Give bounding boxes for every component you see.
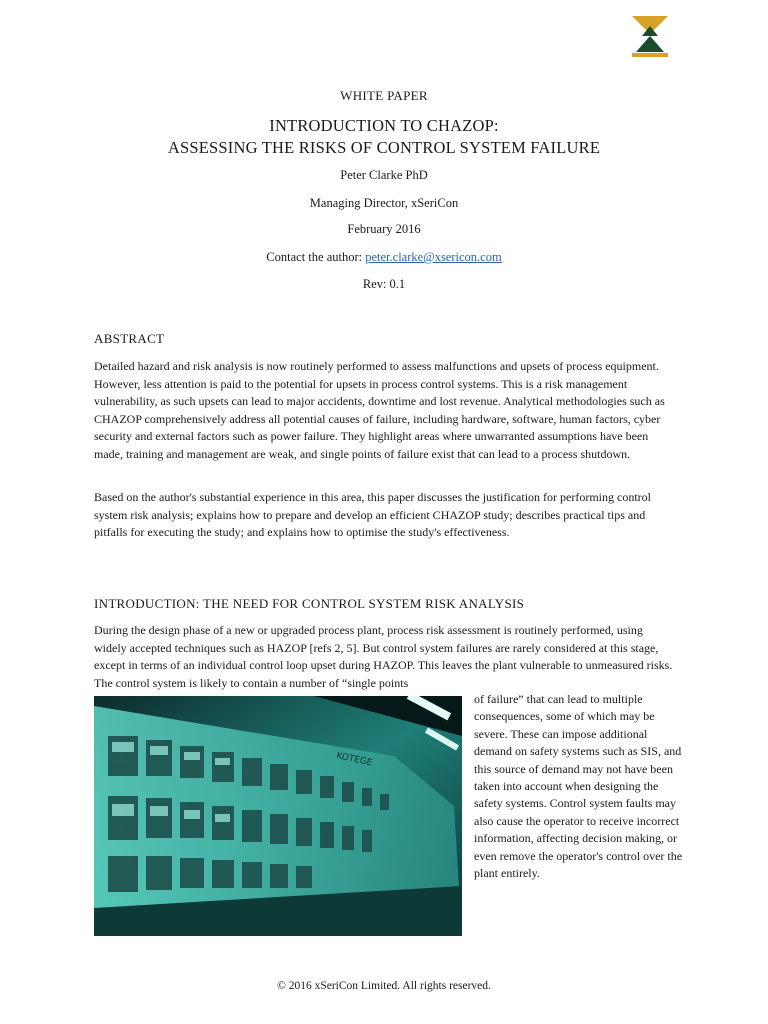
abstract-heading: ABSTRACT xyxy=(94,331,165,346)
revision-label: Rev: 0.1 xyxy=(362,277,406,291)
author-position: Managing Director, xSeriCon xyxy=(309,196,459,210)
abstract-paragraph-2: Based on the author's substantial experience in this area, this paper discusses the justification for performing control system risk analysis; explains how to prepare and develop an efficient CHAZOP study; describes practical tips and pitfalls for executing the study; and explains how to optimise the study's effectiveness. xyxy=(94,490,652,539)
introduction-paragraph-1: During the design phase of a new or upgraded process plant, process risk assessment is routinely performed, using widely accepted techniques such as HAZOP [refs 2, 5]. But control system failures are rarely considered at this stage, except in terms of an individual control loop upset during HAZOP. This leaves the plant vulnerable to unmeasured risks. The control system is likely to contain a number of “single points xyxy=(94,623,673,690)
footer-copyright: © 2016 xSeriCon Limited. All rights reserved. xyxy=(277,980,491,992)
control-room-photo xyxy=(94,696,462,936)
title-line-1: INTRODUCTION TO CHAZOP: xyxy=(269,116,499,135)
contact-line xyxy=(0,250,768,265)
publication-date: February 2016 xyxy=(347,222,421,236)
xsericon-logo-icon xyxy=(628,14,672,58)
document-type-label: WHITE PAPER xyxy=(340,88,428,103)
abstract-paragraph-1: Detailed hazard and risk analysis is now routinely performed to assess malfunctions and upsets of process equipment. However, less attention is paid to the potential for upsets in process control systems. This is a risk management vulnerability, as such upsets can lead to major accidents, downtime and lost revenue. Analytical methodologies such as CHAZOP comprehensively address all potential causes of failure, including hardware, software, human factors, cyber security and external factors such as power failure. They highlight areas where unwarranted assumptions have been made, training and management are weak, and single points of failure exist that can lead to a process shutdown. xyxy=(94,359,665,461)
introduction-heading: INTRODUCTION: THE NEED FOR CONTROL SYSTEM RISK ANALYSIS xyxy=(94,596,525,611)
photo-panel-sign: KOTEGE xyxy=(335,751,374,769)
author-name: Peter Clarke PhD xyxy=(340,168,428,182)
contact-prefix: Contact the author: xyxy=(266,250,366,264)
author-email-link[interactable]: peter.clarke@xsericon.com xyxy=(365,250,502,264)
introduction-paragraph-1-continued: of failure” that can lead to multiple consequences, some of which may be severe. These can impose additional demand on safety systems such as SIS, and this source of demand may not have been taken into account when designing the safety systems. Control system faults may also cause the operator to receive incorrect information, affecting decision making, or even remove the operator's control over the plant entirely. xyxy=(474,692,683,881)
title-line-2: ASSESSING THE RISKS OF CONTROL SYSTEM FAILURE xyxy=(167,138,601,157)
